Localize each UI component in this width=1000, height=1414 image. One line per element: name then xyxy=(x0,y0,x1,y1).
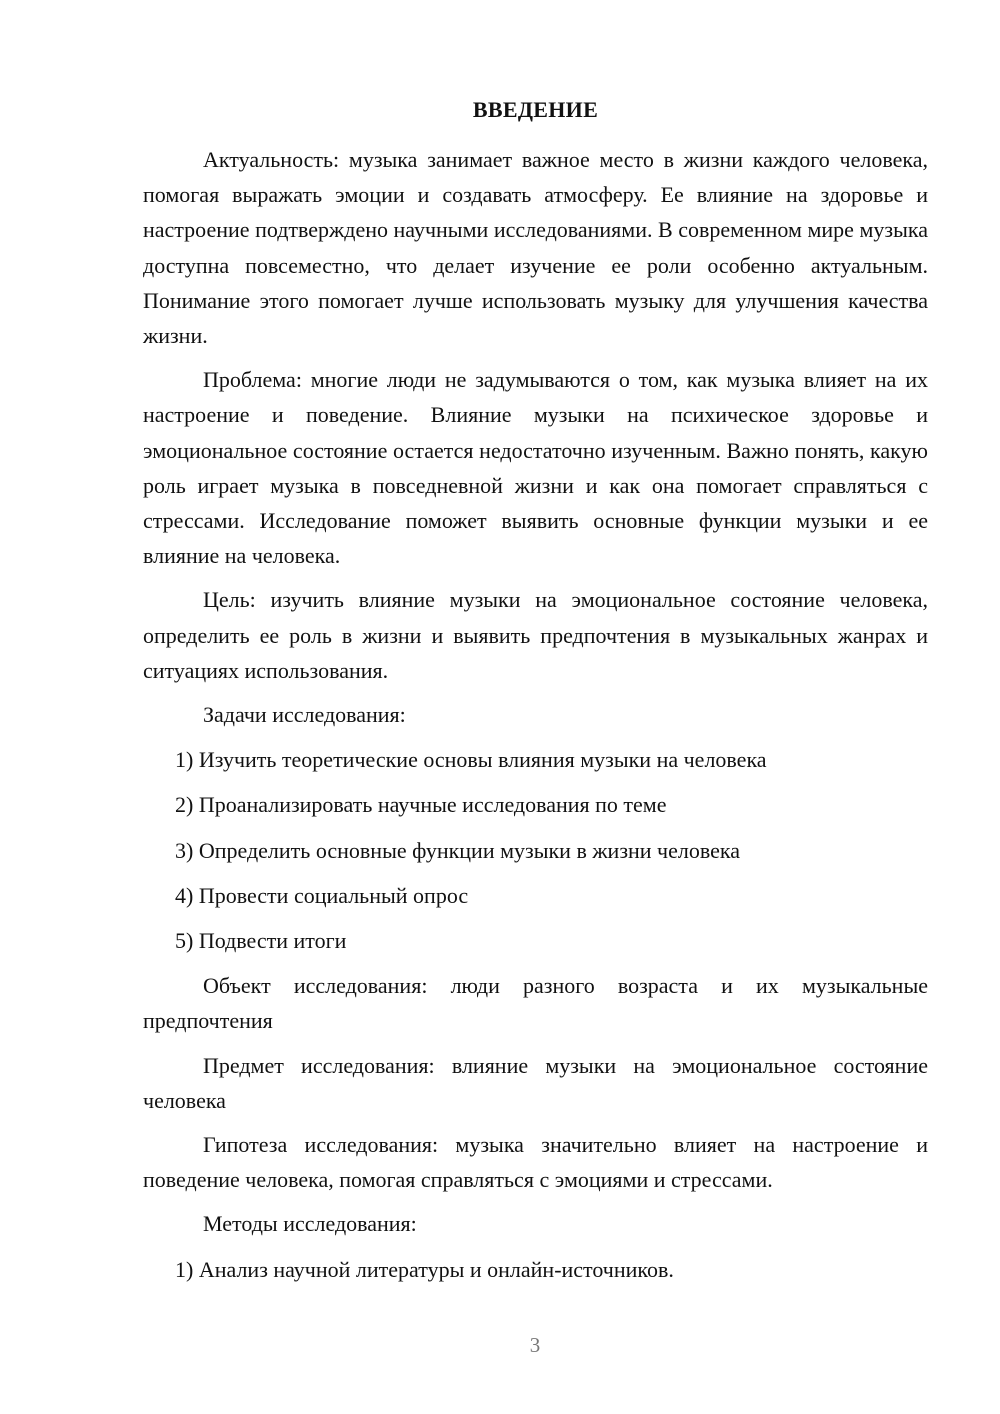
subject-paragraph: Предмет исследования: влияние музыки на эмоциональное состояние человека xyxy=(143,1052,928,1113)
problem-paragraph: Проблема: многие люди не задумываются о том, как музыка влияет на их настроение и поведение. Влияние музыки на психическое здоровье и эмоциональное состояние остается недостаточно изученным. Важно понять, какую роль играет музыка в повседневной жизни и как она помогает справляться с стрессами. Исследование поможет выявить основные функции музыки и ее влияние на человека. xyxy=(143,367,928,569)
list-item: 4) Провести социальный опрос xyxy=(175,882,469,908)
goal-paragraph: Цель: изучить влияние музыки на эмоциональное состояние человека, определить ее роль в жизни и выявить предпочтения в музыкальных жанрах и ситуациях использования. xyxy=(143,587,928,683)
actuality-paragraph: Актуальность: музыка занимает важное место в жизни каждого человека, помогая выражать эмоции и создавать атмосферу. Ее влияние на здоровье и настроение подтверждено научными исследованиями. В современном мире музыка доступна повсеместно, что делает изучение ее роли особенно актуальным. Понимание этого помогает лучше использовать музыку для улучшения качества жизни. xyxy=(143,147,928,349)
list-item: 1) Изучить теоретические основы влияния музыки на человека xyxy=(175,747,767,773)
tasks-list xyxy=(143,742,928,958)
list-item: 1) Анализ научной литературы и онлайн-источников. xyxy=(175,1256,674,1282)
methods-label: Методы исследования: xyxy=(203,1211,417,1237)
methods-list xyxy=(143,1252,928,1287)
list-item: 5) Подвести итоги xyxy=(175,928,347,954)
list-item: 3) Определить основные функции музыки в жизни человека xyxy=(175,837,741,863)
document-page xyxy=(143,92,928,1297)
hypothesis-paragraph: Гипотеза исследования: музыка значительно влияет на настроение и поведение человека, помогая справляться с эмоциями и стрессами. xyxy=(143,1132,928,1193)
object-paragraph: Объект исследования: люди разного возраста и их музыкальные предпочтения xyxy=(143,973,928,1034)
tasks-label: Задачи исследования: xyxy=(203,702,406,728)
page-number: 3 xyxy=(529,1333,541,1357)
list-item: 2) Проанализировать научные исследования по теме xyxy=(175,792,667,818)
section-title: ВВЕДЕНИЕ xyxy=(472,97,599,122)
